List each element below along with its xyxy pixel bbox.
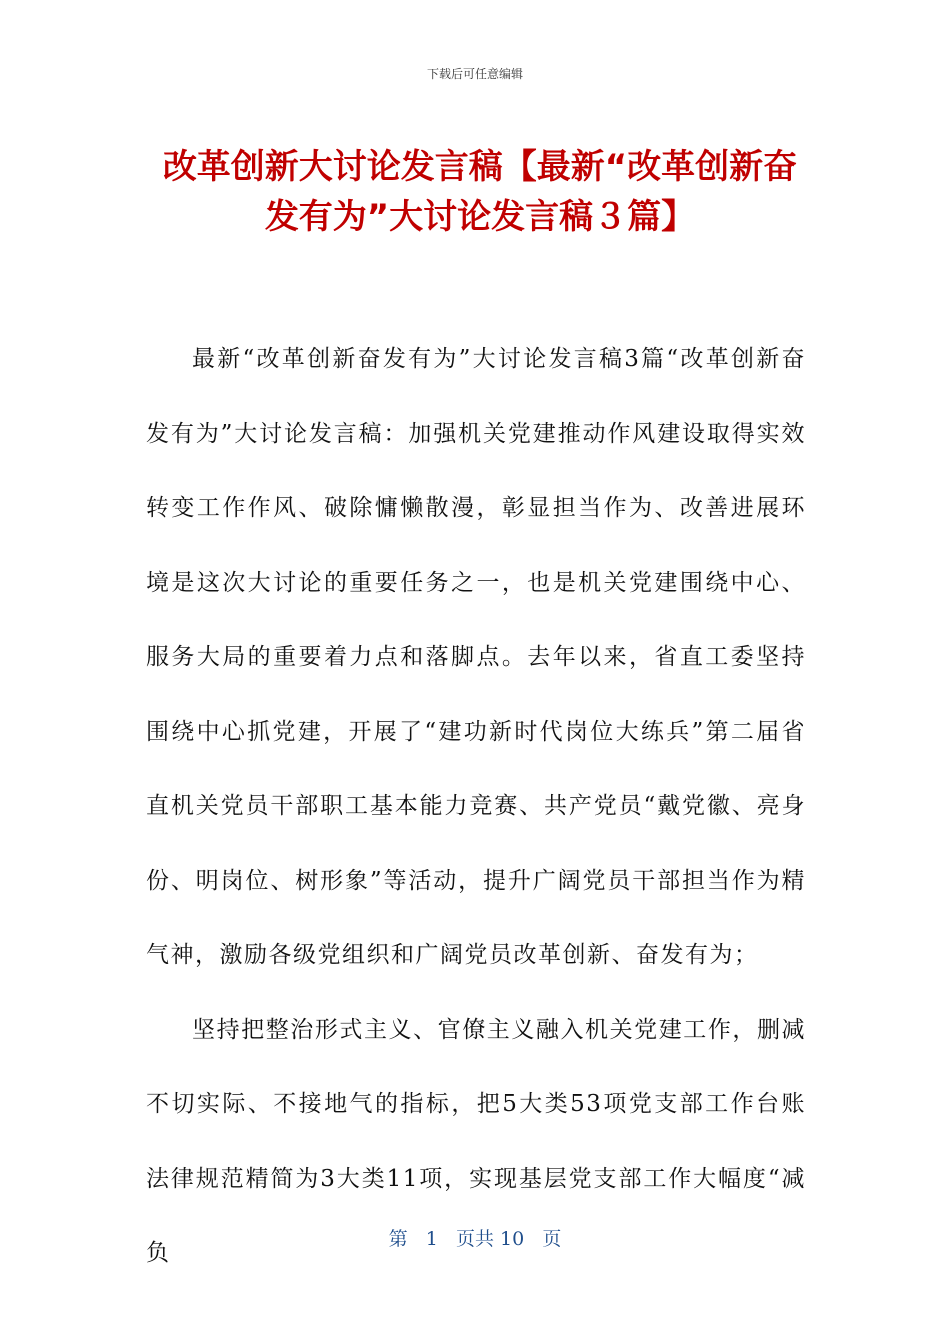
- page-prefix: 第: [388, 1228, 408, 1250]
- paragraph-1: 最新“改革创新奋发有为”大讨论发言稿3篇“改革创新奋发有为”大讨论发言稿：加强机关党建推动作风建设取得实效转变工作作风、破除慵懒散漫，彰显担当作为、改善进展环境是这次大讨论的重要任务之一，也是机关党建围绕中心、服务大局的重要着力点和落脚点。去年以来，省直工委坚持围绕中心抓党建，开展了“建功新时代岗位大练兵”第二届省直机关党员干部职工基本能力竞赛、共产党员“戴党徽、亮身份、明岗位、树形象”等活动，提升广阔党员干部担当作为精气神，激励各级党组织和广阔党员改革创新、奋发有为；: [146, 346, 806, 968]
- document-body: [146, 322, 806, 1291]
- page-suffix: 页: [542, 1228, 562, 1250]
- page-total: 10: [500, 1228, 525, 1250]
- document-title: 改革创新大讨论发言稿【最新“改革创新奋发有为”大讨论发言稿３篇】: [162, 147, 798, 237]
- paragraph-2: 坚持把整治形式主义、官僚主义融入机关党建工作，删减不切实际、不接地气的指标，把5大类53项党支部工作台账法律规范精简为3大类11项，实现基层党支部工作大幅度“减负: [146, 1016, 806, 1266]
- header-note: 下载后可任意编辑: [426, 67, 523, 81]
- page-current: 1: [425, 1228, 438, 1250]
- page-middle: 页共: [455, 1228, 494, 1250]
- page-footer: [0, 1226, 950, 1252]
